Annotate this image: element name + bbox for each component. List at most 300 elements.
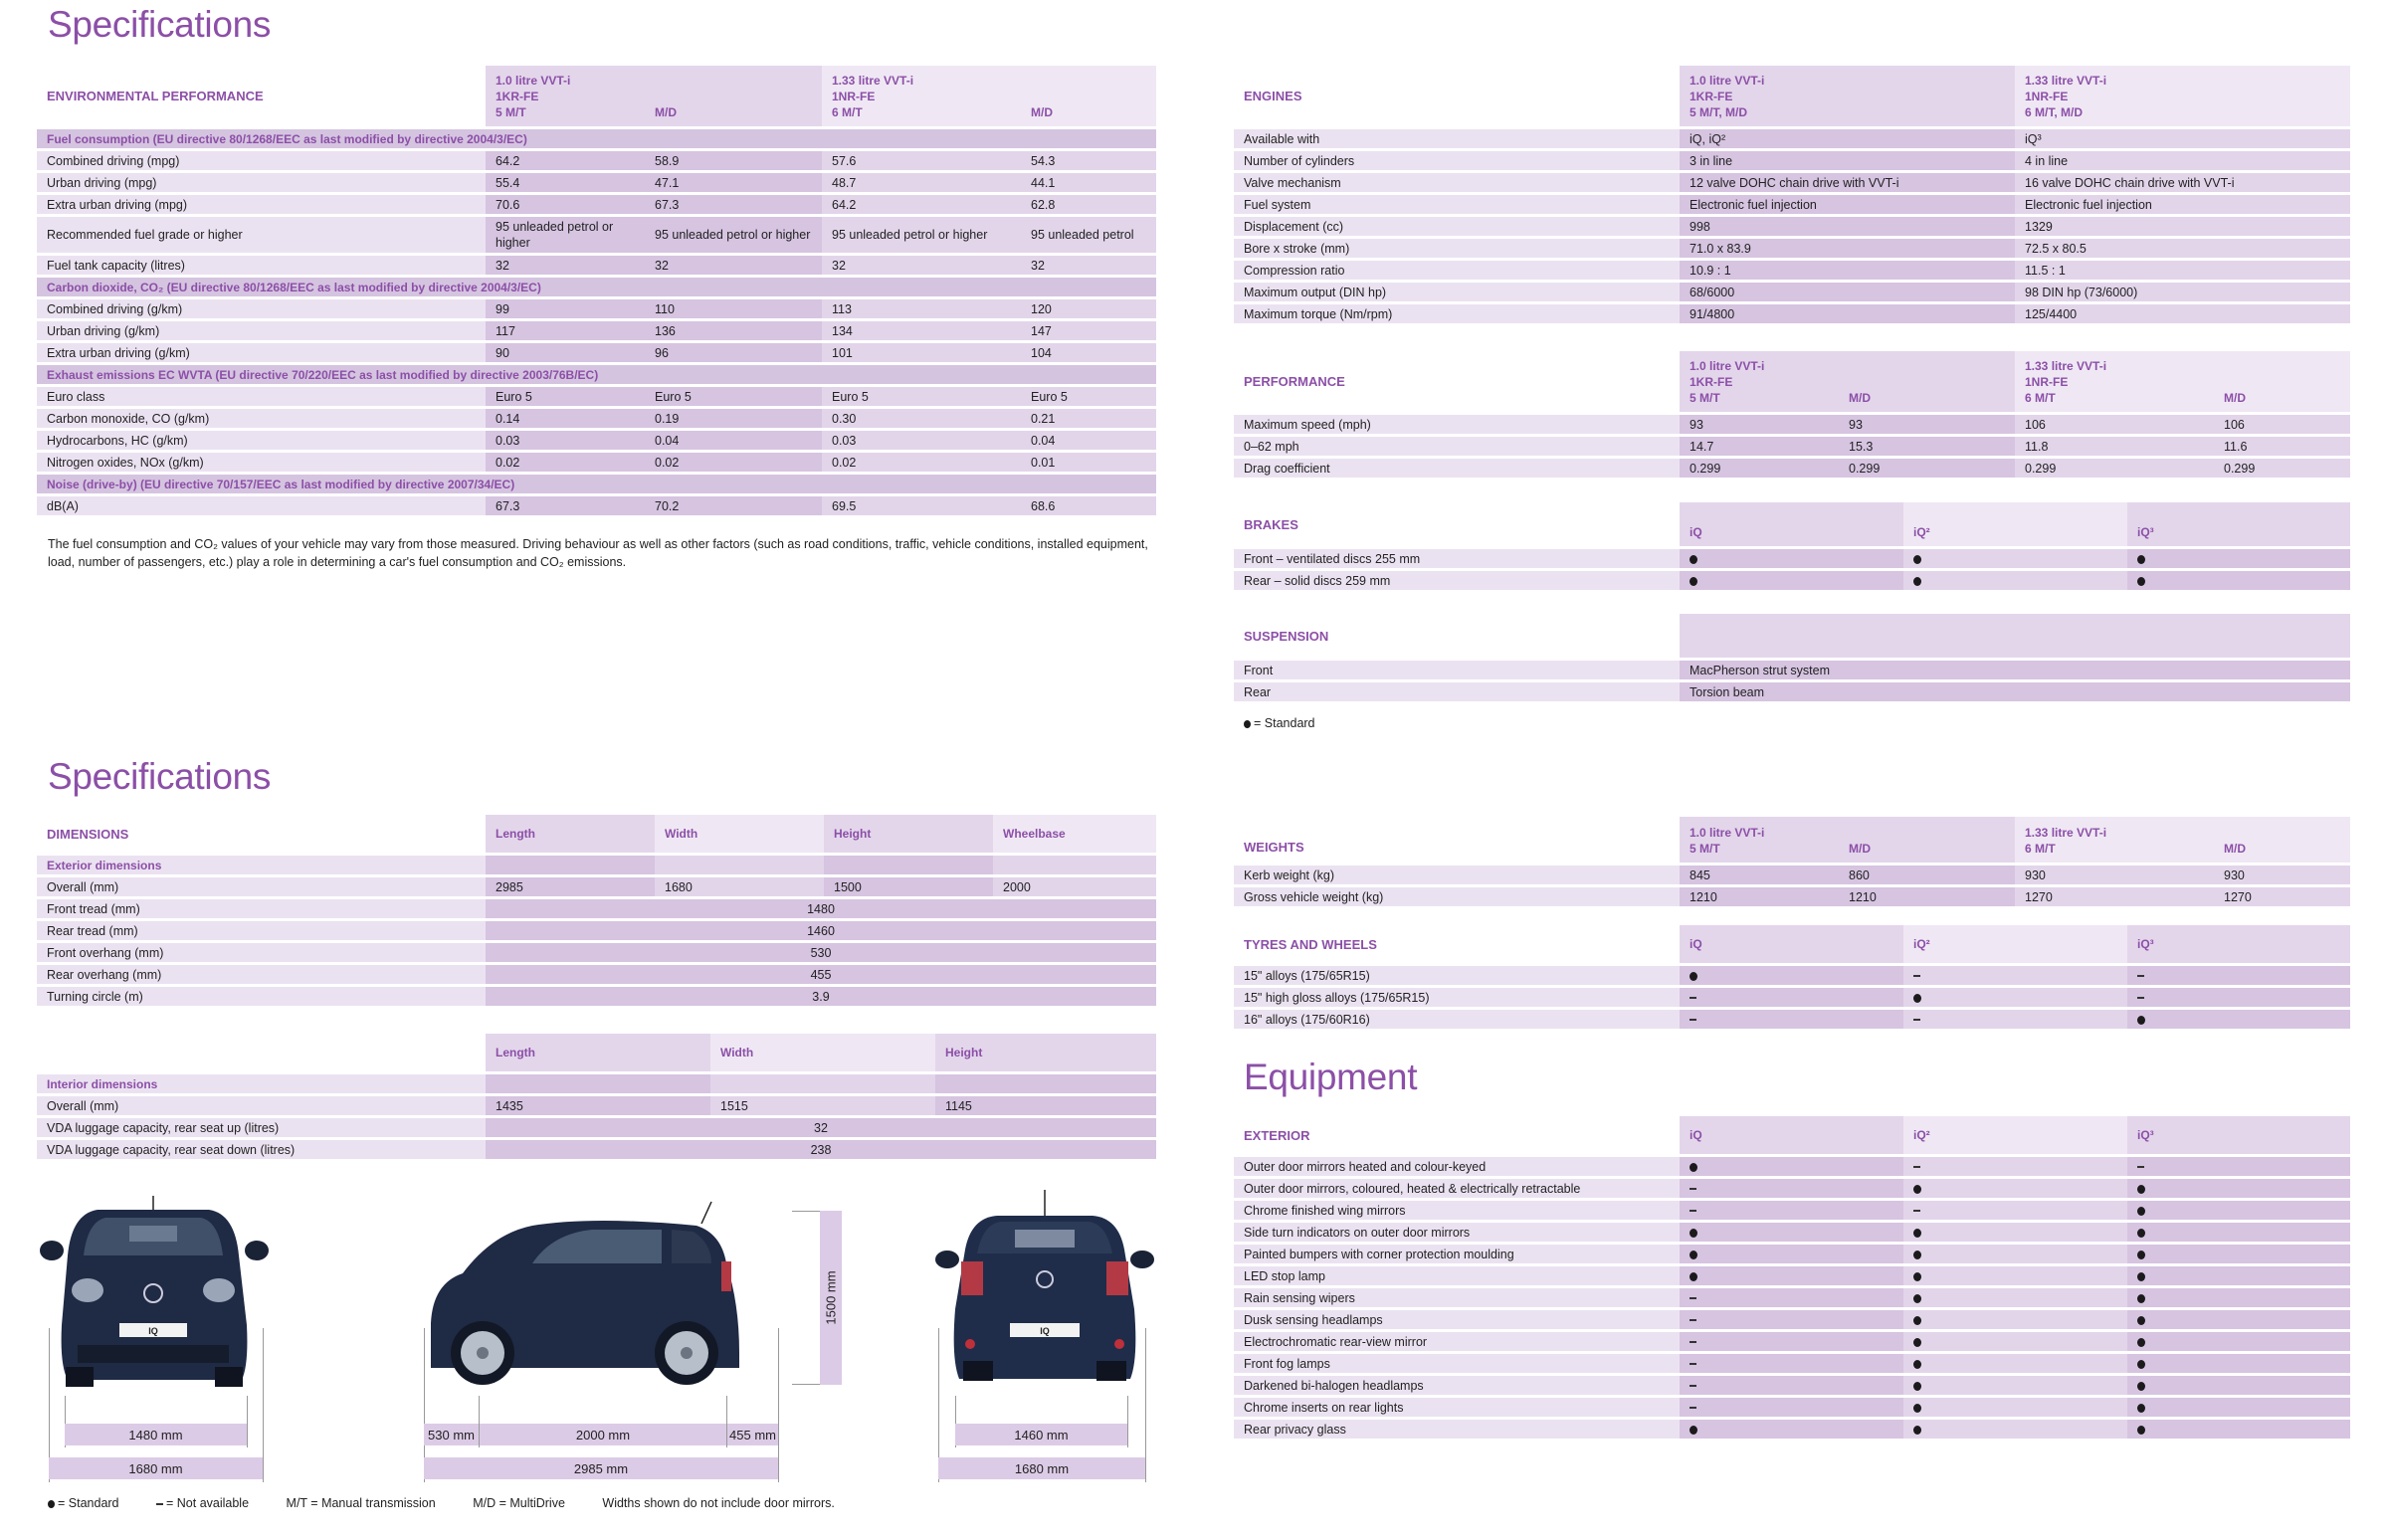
value-cell: 68/6000 [1680,283,2015,301]
blank-cell [486,856,655,874]
standard-bullet-icon [2137,1272,2145,1281]
bullet-icon [1244,720,1251,728]
value-cell: 11.8 [2015,437,2214,456]
subsection-header: Exhaust emissions EC WVTA (EU directive 70/220/EEC as last modified by directive 2003/76B/EC) [37,365,1156,384]
row-label: dB(A) [37,496,486,515]
standard-bullet-icon [1913,1251,1921,1259]
value-cell: 0.19 [645,409,822,428]
value-cell: 1680 [655,877,824,896]
value-cell: 95 unleaded petrol or higher [822,217,1021,253]
col-length: Length [486,815,655,853]
brakes-table [1234,499,2350,593]
svg-text:IQ: IQ [1040,1326,1050,1336]
availability-cell [1680,1201,1903,1220]
section-heading: ENGINES [1234,66,1680,126]
engine-header-1-0-md: M/D [1839,817,2015,863]
standard-bullet-icon [1913,1426,1921,1435]
availability-cell [1680,1376,1903,1395]
row-label: Darkened bi-halogen headlamps [1234,1376,1680,1395]
value-cell: 15.3 [1839,437,2015,456]
table-row [1234,437,2350,456]
blank-cell [486,1074,710,1093]
standard-bullet-icon [2137,1338,2145,1347]
value-cell: 1435 [486,1096,710,1115]
value-cell: 930 [2015,866,2214,884]
table-row [37,321,1156,340]
value-cell: 860 [1839,866,2015,884]
section-heading: ENVIRONMENTAL PERFORMANCE [37,66,486,126]
engine-header-1-0-mt: 1.0 litre VVT-i 1KR-FE 5 M/T [1680,351,1839,412]
row-label: Recommended fuel grade or higher [37,217,486,253]
value-cell: 69.5 [822,496,1021,515]
trim-header-iq2: iQ² [1903,1116,2127,1154]
value-cell: 104 [1021,343,1156,362]
value-cell: 0.02 [822,453,1021,472]
table-row [37,343,1156,362]
row-label: Front fog lamps [1234,1354,1680,1373]
standard-bullet-icon [2137,1251,2145,1259]
row-label: Fuel system [1234,195,1680,214]
standard-legend: = Standard [1244,716,1315,730]
height-dimension: 1500 mm [820,1211,842,1385]
table-row [1234,1398,2350,1417]
value-cell: 11.5 : 1 [2015,261,2350,280]
row-label: Valve mechanism [1234,173,1680,192]
value-cell: 1270 [2015,887,2214,906]
not-available-dash-icon [1690,1407,1696,1409]
table-row [37,856,1156,874]
dash-icon [156,1503,163,1505]
table-row [37,1140,1156,1159]
not-available-dash-icon [1690,1297,1696,1299]
standard-bullet-icon [1913,994,1921,1003]
value-cell: 530 [486,943,1156,962]
value-cell: 71.0 x 83.9 [1680,239,2015,258]
value-cell: 0.21 [1021,409,1156,428]
car-rear-view-image [935,1190,1154,1389]
car-front-view-image [38,1196,277,1390]
availability-cell [1680,988,1903,1007]
table-row [1234,988,2350,1007]
value-cell: 134 [822,321,1021,340]
table-row [37,431,1156,450]
table-row [1234,1179,2350,1198]
value-cell: 14.7 [1680,437,1839,456]
row-label: Side turn indicators on outer door mirrors [1234,1223,1680,1242]
availability-cell [1680,1420,1903,1439]
availability-cell [1903,1010,2127,1029]
section-heading: EXTERIOR [1234,1116,1680,1154]
suspension-header-blank [1680,614,2350,658]
row-label: Front overhang (mm) [37,943,486,962]
availability-cell [2127,966,2350,985]
value-cell: 0.04 [645,431,822,450]
availability-cell [2127,1288,2350,1307]
blank-cell [824,856,993,874]
standard-bullet-icon [2137,577,2145,586]
page-title-equipment: Equipment [1244,1057,1418,1097]
row-label: Urban driving (mpg) [37,173,486,192]
availability-cell [2127,1332,2350,1351]
table-row [1234,415,2350,434]
performance-table [1234,348,2350,481]
value-cell: 3.9 [486,987,1156,1006]
blank-cell [935,1074,1156,1093]
row-label: Overall (mm) [37,1096,486,1115]
table-row [37,943,1156,962]
table-row [37,899,1156,918]
availability-cell [1680,1223,1903,1242]
table-row [1234,1157,2350,1176]
table-row [1234,1354,2350,1373]
table-row [1234,304,2350,323]
table-row [37,877,1156,896]
value-cell: 930 [2214,866,2350,884]
availability-cell [1680,1245,1903,1263]
availability-cell [2127,1245,2350,1263]
row-label: Maximum torque (Nm/rpm) [1234,304,1680,323]
value-cell: Torsion beam [1680,682,2350,701]
value-cell: 98 DIN hp (73/6000) [2015,283,2350,301]
availability-cell [1680,1310,1903,1329]
not-available-dash-icon [1690,1019,1696,1021]
table-row [37,1118,1156,1137]
availability-cell [2127,1266,2350,1285]
value-cell: 67.3 [486,496,645,515]
section-heading: SUSPENSION [1234,614,1680,658]
subsection-header: Exterior dimensions [37,856,486,874]
row-label: Maximum output (DIN hp) [1234,283,1680,301]
value-cell: 1460 [486,921,1156,940]
table-row [1234,459,2350,478]
row-label: Front tread (mm) [37,899,486,918]
value-cell: 32 [486,256,645,275]
bullet-icon [48,1500,55,1508]
row-label: Maximum speed (mph) [1234,415,1680,434]
row-label: VDA luggage capacity, rear seat up (litres) [37,1118,486,1137]
value-cell: 93 [1680,415,1839,434]
engine-header-1-0-mt: 1.0 litre VVT-i 5 M/T [1680,817,1839,863]
availability-cell [1903,1179,2127,1198]
availability-cell [2127,988,2350,1007]
trim-header-iq2: iQ² [1903,925,2127,963]
value-cell: 47.1 [645,173,822,192]
not-available-dash-icon [1690,1319,1696,1321]
availability-cell [1903,966,2127,985]
value-cell: 95 unleaded petrol or higher [645,217,822,253]
standard-bullet-icon [1913,1229,1921,1238]
row-label: Hydrocarbons, HC (g/km) [37,431,486,450]
availability-cell [1903,1310,2127,1329]
standard-bullet-icon [2137,1016,2145,1025]
availability-cell [1903,1376,2127,1395]
row-label: 16" alloys (175/60R16) [1234,1010,1680,1029]
standard-bullet-icon [1690,577,1697,586]
value-cell: 70.2 [645,496,822,515]
engine-header-1-33-md: M/D [1021,66,1156,126]
value-cell: 96 [645,343,822,362]
value-cell: MacPherson strut system [1680,661,2350,679]
table-row [37,173,1156,192]
standard-bullet-icon [2137,555,2145,564]
row-label: 15" high gloss alloys (175/65R15) [1234,988,1680,1007]
not-available-dash-icon [1690,1341,1696,1343]
row-label: LED stop lamp [1234,1266,1680,1285]
standard-bullet-icon [2137,1185,2145,1194]
row-label: Available with [1234,129,1680,148]
environmental-performance-table [37,63,1156,518]
value-cell: 57.6 [822,151,1021,170]
standard-bullet-icon [1913,1404,1921,1413]
table-row [1234,129,2350,148]
interior-dimensions-table [37,1031,1156,1162]
standard-bullet-icon [1913,577,1921,586]
value-cell: 4 in line [2015,151,2350,170]
value-cell: 147 [1021,321,1156,340]
availability-cell [1680,571,1903,590]
front-tread-dimension: 1480 mm [65,1424,247,1445]
value-cell: 136 [645,321,822,340]
availability-cell [2127,1398,2350,1417]
engine-header-1-0-mt: 1.0 litre VVT-i 1KR-FE 5 M/T [486,66,645,126]
trim-header-iq2: iQ² [1903,502,2127,546]
not-available-dash-icon [2137,1166,2144,1168]
availability-cell [1903,1201,2127,1220]
availability-cell [2127,1157,2350,1176]
row-label: Bore x stroke (mm) [1234,239,1680,258]
value-cell: 0.03 [486,431,645,450]
value-cell: 70.6 [486,195,645,214]
page-title-specifications: Specifications [48,4,272,45]
value-cell: 125/4400 [2015,304,2350,323]
table-row [37,921,1156,940]
row-label: Kerb weight (kg) [1234,866,1680,884]
row-label: Painted bumpers with corner protection moulding [1234,1245,1680,1263]
front-overhang-dimension: 530 mm [424,1424,479,1445]
table-row [1234,1420,2350,1439]
value-cell: 58.9 [645,151,822,170]
table-row [1234,661,2350,679]
value-cell: 1515 [710,1096,935,1115]
value-cell: 0.02 [645,453,822,472]
row-label: Electrochromatic rear-view mirror [1234,1332,1680,1351]
standard-bullet-icon [2137,1207,2145,1216]
value-cell: iQ, iQ² [1680,129,2015,148]
weights-table [1234,814,2350,909]
front-width-dimension: 1680 mm [49,1457,263,1479]
value-cell: 106 [2015,415,2214,434]
row-label: Chrome inserts on rear lights [1234,1398,1680,1417]
availability-cell [1680,1179,1903,1198]
value-cell: 64.2 [822,195,1021,214]
engines-table [1234,63,2350,326]
standard-bullet-icon [2137,1360,2145,1369]
col-length: Length [486,1034,710,1071]
length-dimension: 2985 mm [424,1457,778,1479]
value-cell: Euro 5 [486,387,645,406]
not-available-dash-icon [1913,1210,1920,1212]
table-row [37,987,1156,1006]
standard-bullet-icon [2137,1316,2145,1325]
legend-manual-transmission: M/T = Manual transmission [286,1496,436,1510]
standard-bullet-icon [1913,555,1921,564]
table-row [37,278,1156,296]
standard-bullet-icon [2137,1294,2145,1303]
value-cell: Euro 5 [1021,387,1156,406]
table-row [1234,966,2350,985]
engine-header-1-0-md: M/D [1839,351,2015,412]
subsection-header: Fuel consumption (EU directive 80/1268/EEC as last modified by directive 2004/3/EC) [37,129,1156,148]
value-cell: 67.3 [645,195,822,214]
availability-cell [1903,1266,2127,1285]
row-label: Rear overhang (mm) [37,965,486,984]
row-label: Extra urban driving (g/km) [37,343,486,362]
availability-cell [1680,1010,1903,1029]
blank-heading [37,1034,486,1071]
standard-bullet-icon [1690,972,1697,981]
not-available-dash-icon [2137,997,2144,999]
standard-bullet-icon [1913,1294,1921,1303]
value-cell: 117 [486,321,645,340]
table-row [1234,1245,2350,1263]
value-cell: 0.299 [1680,459,1839,478]
engine-header-1-33-mt: 1.33 litre VVT-i 1NR-FE 6 M/T [822,66,1021,126]
availability-cell [1903,1288,2127,1307]
svg-text:IQ: IQ [148,1326,158,1336]
row-label: Rear privacy glass [1234,1420,1680,1439]
table-row [1234,1376,2350,1395]
standard-bullet-icon [1913,1272,1921,1281]
value-cell: Electronic fuel injection [1680,195,2015,214]
row-label: Carbon monoxide, CO (g/km) [37,409,486,428]
wheelbase-dimension: 2000 mm [480,1424,726,1445]
blank-cell [710,1074,935,1093]
value-cell: 32 [645,256,822,275]
table-row [1234,217,2350,236]
table-row [1234,887,2350,906]
engine-header-1-33-md: M/D [2214,351,2350,412]
standard-bullet-icon [1690,1426,1697,1435]
col-width: Width [710,1034,935,1071]
standard-bullet-icon [1913,1360,1921,1369]
trim-header-iq: iQ [1680,1116,1903,1154]
value-cell: 0.30 [822,409,1021,428]
rear-width-dimension: 1680 mm [938,1457,1145,1479]
section-heading: TYRES AND WHEELS [1234,925,1680,963]
availability-cell [1903,1398,2127,1417]
table-row [37,496,1156,515]
row-label: Displacement (cc) [1234,217,1680,236]
standard-bullet-icon [2137,1426,2145,1435]
row-label: Rear tread (mm) [37,921,486,940]
value-cell: 113 [822,299,1021,318]
trim-header-iq: iQ [1680,502,1903,546]
value-cell: 238 [486,1140,1156,1159]
trim-header-iq3: iQ³ [2127,502,2350,546]
not-available-dash-icon [1690,997,1696,999]
row-label: Turning circle (m) [37,987,486,1006]
standard-bullet-icon [1690,1229,1697,1238]
table-row [1234,151,2350,170]
car-side-view-image [423,1194,781,1393]
value-cell: 0.299 [2015,459,2214,478]
value-cell: Electronic fuel injection [2015,195,2350,214]
availability-cell [2127,1223,2350,1242]
engine-header-1-0: 1.0 litre VVT-i 1KR-FE 5 M/T, M/D [1680,66,2015,126]
table-row [1234,571,2350,590]
section-heading: PERFORMANCE [1234,351,1680,412]
value-cell: 845 [1680,866,1839,884]
engine-header-1-33: 1.33 litre VVT-i 1NR-FE 6 M/T, M/D [2015,66,2350,126]
value-cell: 2985 [486,877,655,896]
table-row [1234,173,2350,192]
table-row [37,217,1156,253]
engine-header-1-33-md: M/D [2214,817,2350,863]
col-height: Height [935,1034,1156,1071]
row-label: Fuel tank capacity (litres) [37,256,486,275]
value-cell: 90 [486,343,645,362]
availability-cell [2127,571,2350,590]
table-row [1234,1223,2350,1242]
table-row [37,453,1156,472]
table-row [37,387,1156,406]
value-cell: 1270 [2214,887,2350,906]
col-wheelbase: Wheelbase [993,815,1156,853]
availability-cell [1903,1354,2127,1373]
value-cell: 95 unleaded petrol or higher [486,217,645,253]
table-row [1234,1310,2350,1329]
col-width: Width [655,815,824,853]
value-cell: 16 valve DOHC chain drive with VVT-i [2015,173,2350,192]
row-label: Outer door mirrors, coloured, heated & electrically retractable [1234,1179,1680,1198]
availability-cell [2127,549,2350,568]
availability-cell [1903,549,2127,568]
not-available-dash-icon [1690,1385,1696,1387]
availability-cell [1903,1245,2127,1263]
value-cell: 99 [486,299,645,318]
trim-header-iq3: iQ³ [2127,1116,2350,1154]
table-row [1234,283,2350,301]
blank-cell [993,856,1156,874]
subsection-header: Carbon dioxide, CO₂ (EU directive 80/1268/EEC as last modified by directive 2004/3/EC) [37,278,1156,296]
availability-cell [1903,571,2127,590]
row-label: 15" alloys (175/65R15) [1234,966,1680,985]
standard-bullet-icon [1690,1163,1697,1172]
table-row [37,475,1156,493]
engine-header-1-33-mt: 1.33 litre VVT-i 6 M/T [2015,817,2214,863]
availability-cell [1903,1332,2127,1351]
trim-header-iq3: iQ³ [2127,925,2350,963]
value-cell: 120 [1021,299,1156,318]
page-title-specifications-bottom: Specifications [48,756,272,797]
value-cell: 32 [822,256,1021,275]
row-label: Compression ratio [1234,261,1680,280]
rear-tread-dimension: 1460 mm [955,1424,1127,1445]
table-row [37,365,1156,384]
availability-cell [1680,1266,1903,1285]
table-row [37,1096,1156,1115]
fuel-consumption-footnote: The fuel consumption and CO₂ values of your vehicle may vary from those measured. Driving behaviour as well as other factors (such as road conditions, traffic, vehicle conditions, installed equipment, load, number of passengers, etc.) play a role in determining a car's fuel consumption and CO₂ emissions. [48,537,1148,569]
not-available-dash-icon [1690,1363,1696,1365]
trim-header-iq: iQ [1680,925,1903,963]
engine-header-1-0-md: M/D [645,66,822,126]
table-row [1234,1201,2350,1220]
not-available-dash-icon [1690,1210,1696,1212]
value-cell: 0.01 [1021,453,1156,472]
section-heading: WEIGHTS [1234,817,1680,863]
table-row [1234,261,2350,280]
availability-cell [1903,988,2127,1007]
